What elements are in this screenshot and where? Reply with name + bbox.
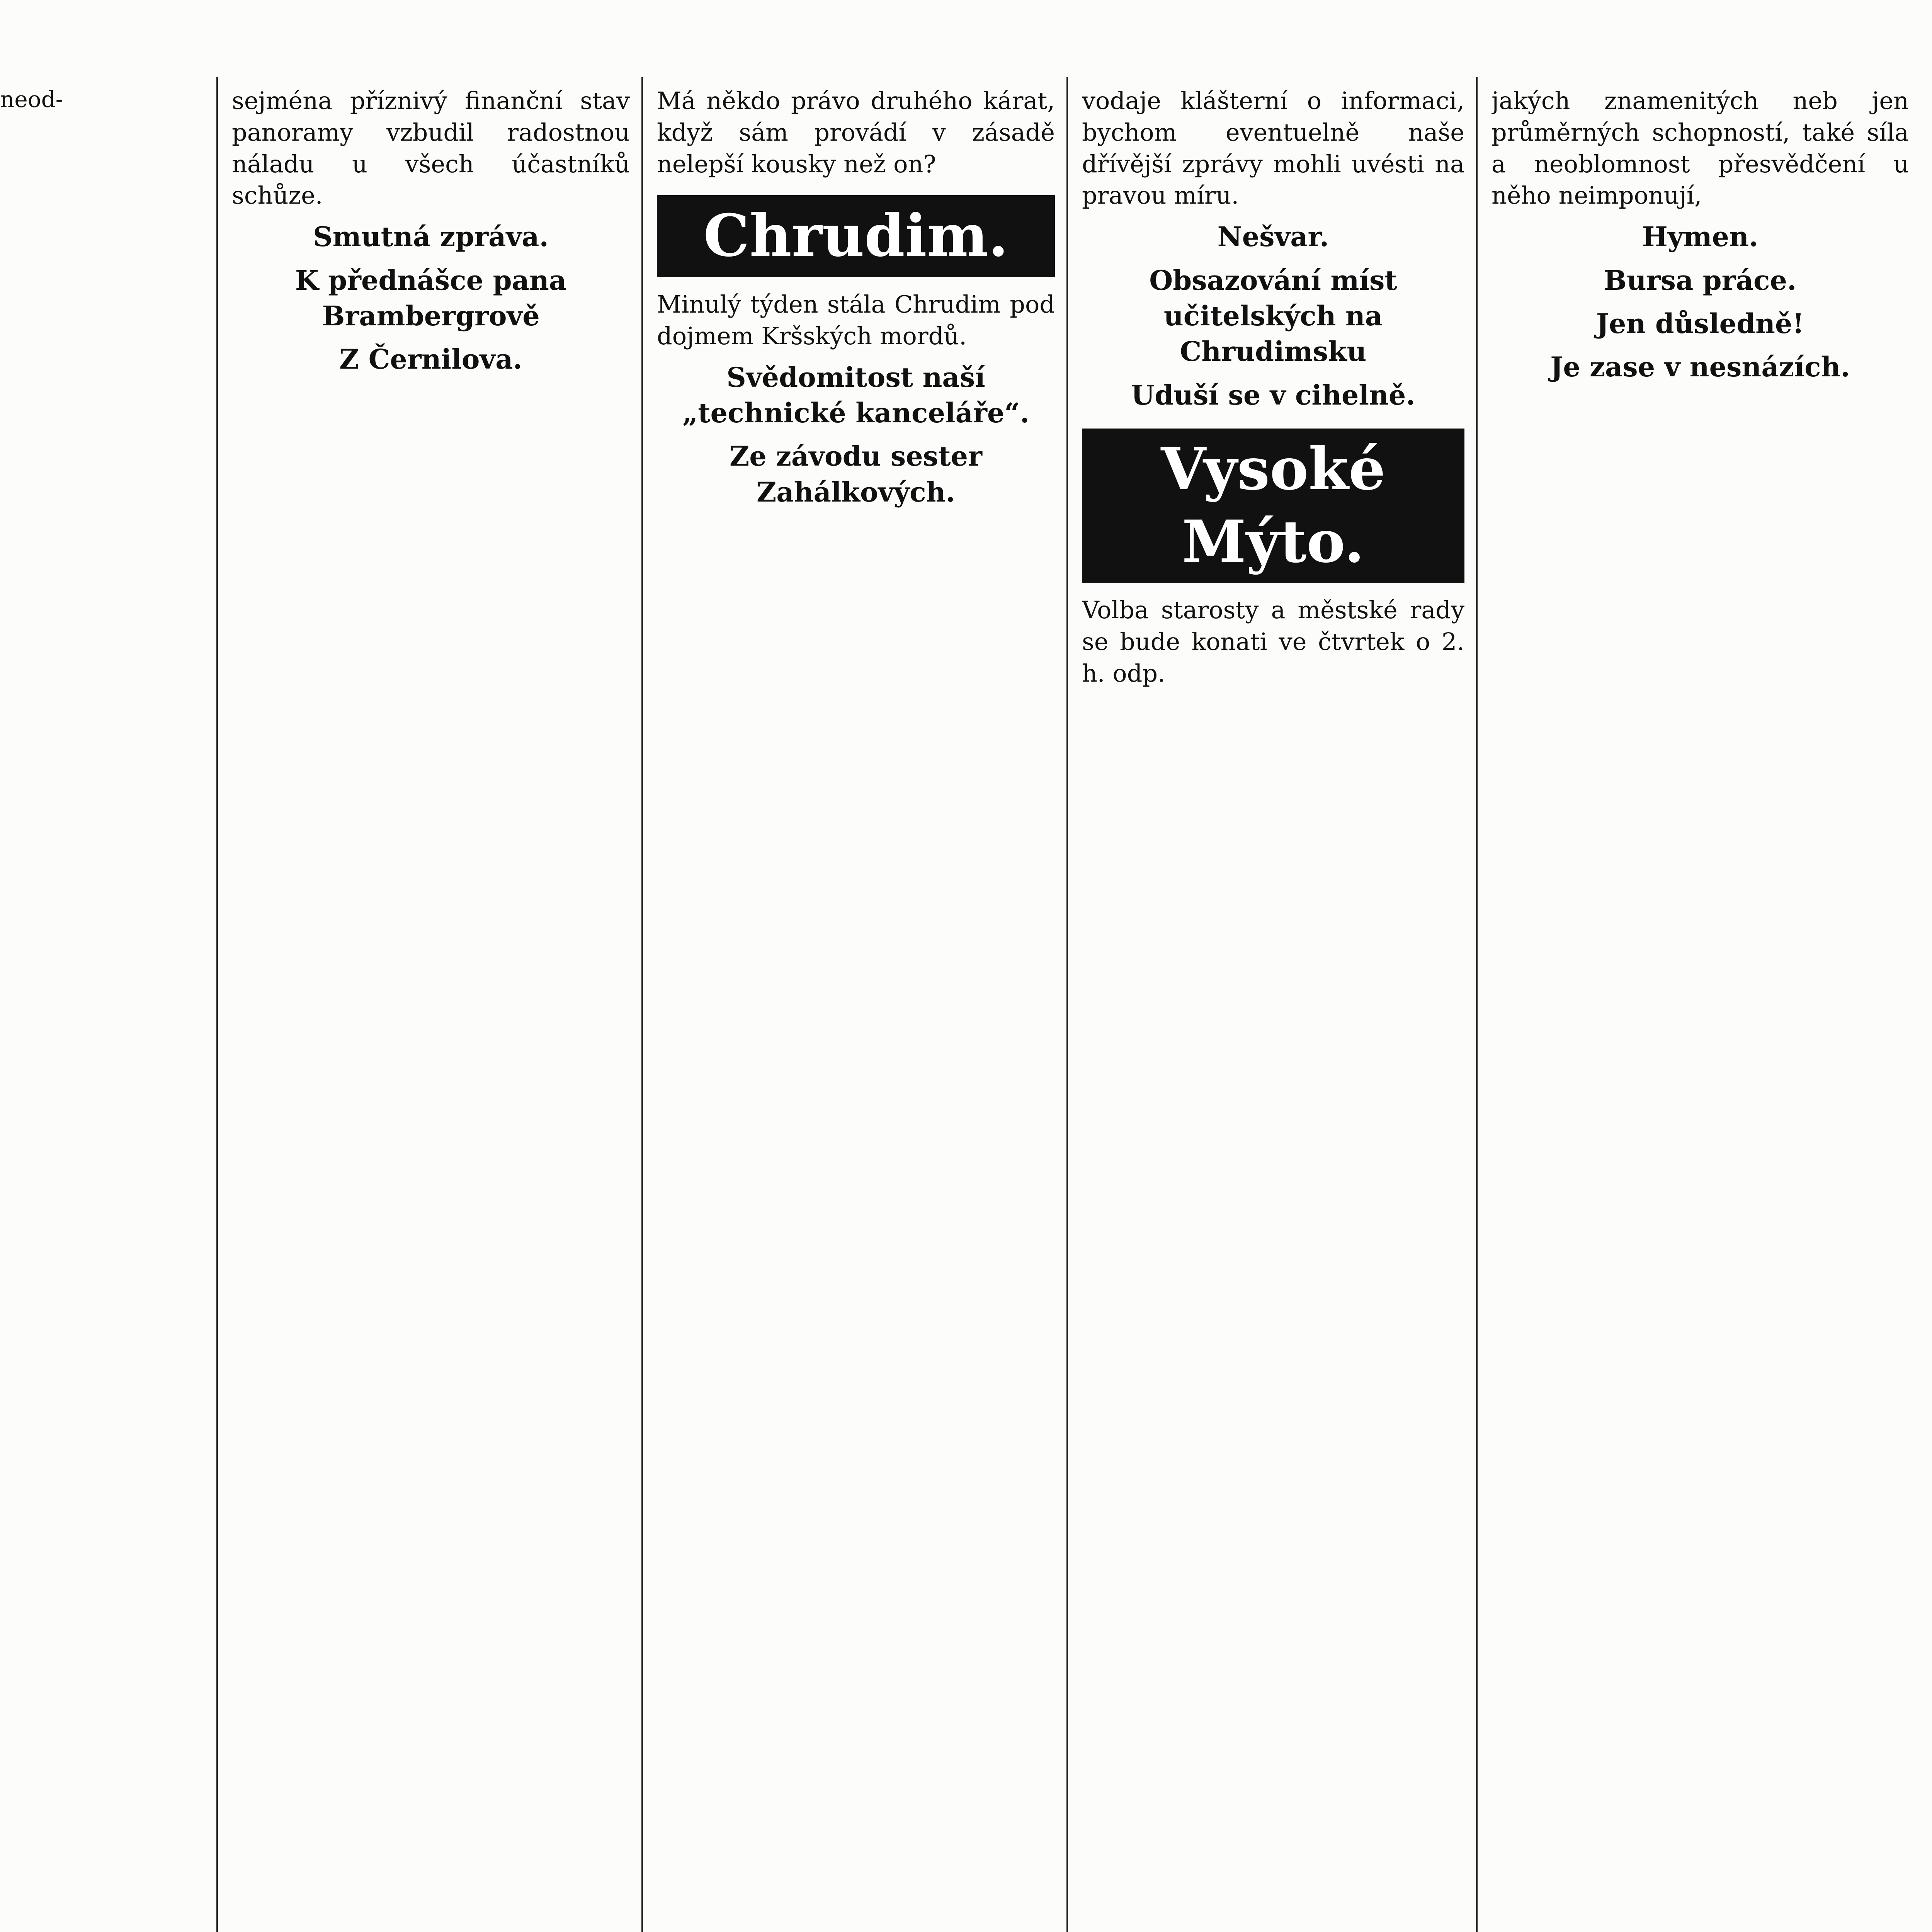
column-rule xyxy=(1066,77,1068,1932)
edge-fragment: neod- xyxy=(0,86,63,112)
heading: Je zase v nesnázích. xyxy=(1550,351,1850,383)
heading: Ze závodu sester Zahálkových. xyxy=(730,440,982,508)
column-rule xyxy=(1476,77,1478,1932)
left-edge-fragment-column xyxy=(0,85,66,1932)
column-3 xyxy=(1082,85,1464,1932)
section-banner-chrudim: Chrudim. xyxy=(657,195,1055,277)
heading: Smutná zpráva. xyxy=(313,221,549,253)
column-3-after-banner: Volba starosty a městské rady se bude konati ve čtvrtek o 2. h. odp. xyxy=(1082,596,1464,687)
column-3-lead: vodaje klášterní o informaci, bychom eventuelně naše dřívější zprávy mohli uvésti na pravou míru. xyxy=(1082,87,1464,210)
column-2-lead: Má někdo právo druhého kárat, když sám provádí v zásadě nelepší kousky než on? xyxy=(657,87,1055,178)
heading: Bursa práce. xyxy=(1604,264,1797,296)
heading: Uduší se v cihelně. xyxy=(1131,379,1415,411)
heading: Jen důsledně! xyxy=(1596,308,1804,340)
column-rule xyxy=(641,77,643,1932)
heading: Hymen. xyxy=(1642,221,1759,253)
heading: Z Černilova. xyxy=(339,343,522,376)
column-2 xyxy=(657,85,1055,1932)
column-2-after-banner: Minulý týden stála Chrudim pod dojmem Kršských mordů. xyxy=(657,290,1055,350)
section-banner-vysoke-myto: Vysoké Mýto. xyxy=(1082,429,1464,583)
column-rule xyxy=(216,77,218,1932)
column-4 xyxy=(1492,85,1909,1932)
heading: K přednášce pana Brambergrově xyxy=(295,264,567,332)
column-1 xyxy=(232,85,630,1932)
heading: Svědomitost naší „technické kanceláře“. xyxy=(682,361,1030,429)
column-1-lead: sejména příznivý finanční stav panoramy vzbudil radostnou náladu u všech účastníků schůze. xyxy=(232,87,630,210)
heading: Obsazování míst učitelských na Chrudimsku xyxy=(1149,264,1397,368)
heading: Nešvar. xyxy=(1217,221,1329,253)
column-4-lead: jakých znamenitých neb jen průměrných schopností, také síla a neoblomnost přesvědčení u něho neimponují, xyxy=(1492,87,1909,210)
